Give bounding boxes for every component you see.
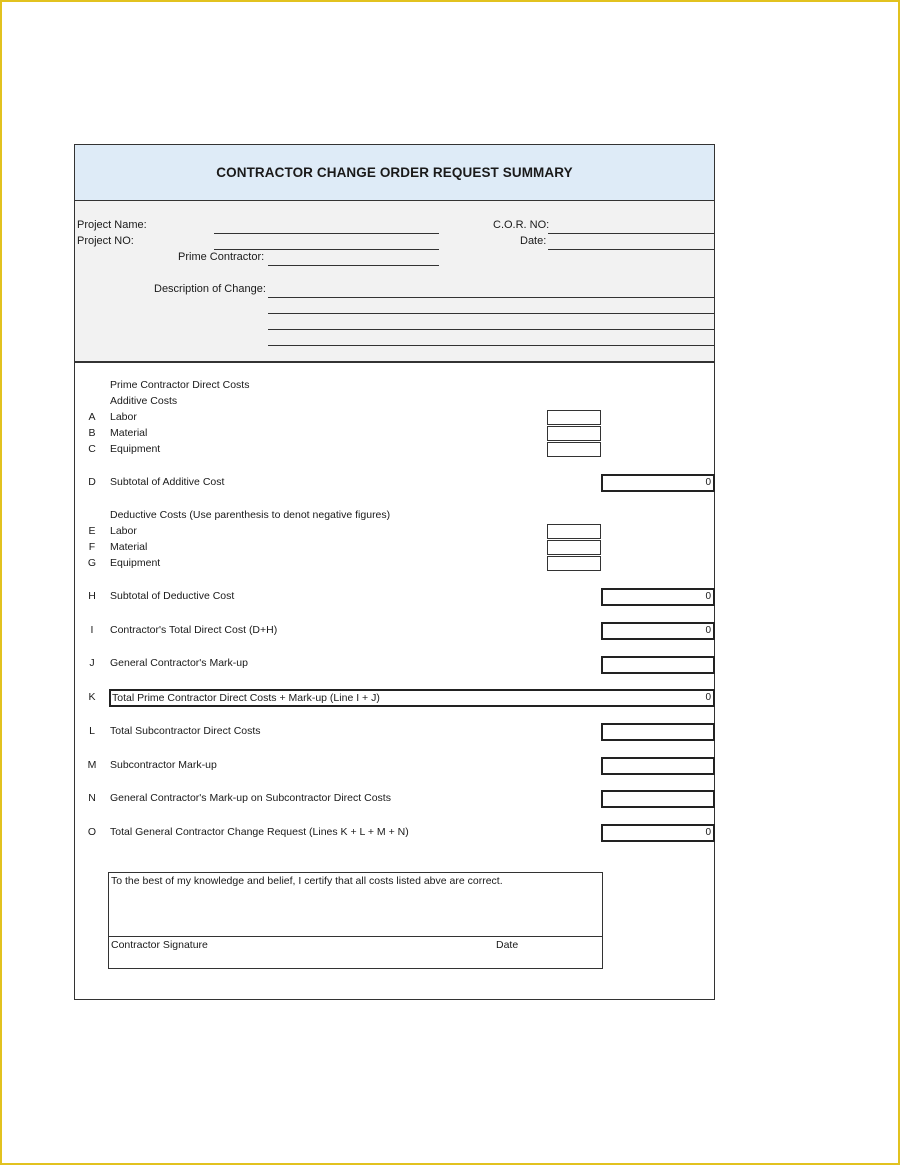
project-name-field[interactable] [214,233,439,234]
subtotal-additive-value[interactable]: 0 [601,474,715,492]
project-name-label: Project Name: [77,219,147,231]
prime-contractor-field[interactable] [268,265,439,266]
line-letter: H [88,590,96,602]
cor-no-label: C.O.R. NO: [493,219,550,231]
additive-heading: Additive Costs [110,395,178,407]
deductive-labor-input[interactable] [547,524,601,539]
certification-box [108,872,603,969]
additive-material-input[interactable] [547,426,601,441]
date-label: Date: [520,235,547,247]
total-direct-cost-value[interactable]: 0 [601,622,715,640]
line-letter: J [89,657,95,669]
line-letter: N [88,792,96,804]
gc-markup-value[interactable] [601,656,715,674]
sub-direct-costs-label: Total Subcontractor Direct Costs [110,725,261,737]
description-label: Description of Change: [154,283,266,295]
total-prime-contractor-value: 0 [705,692,711,703]
direct-costs-heading: Prime Contractor Direct Costs [110,379,250,391]
total-direct-cost-label: Contractor's Total Direct Cost (D+H) [110,624,278,636]
description-field-line-3[interactable] [268,329,714,330]
total-prime-contractor-label: Total Prime Contractor Direct Costs + Mark-up (Line I + J) [112,692,380,704]
sub-direct-costs-value[interactable] [601,723,715,741]
sub-markup-value[interactable] [601,757,715,775]
project-info-section [75,201,714,363]
line-letter: L [89,725,95,737]
deductive-material-input[interactable] [547,540,601,555]
additive-material-label: Material [110,427,148,439]
line-letter: M [87,759,97,771]
certification-statement: To the best of my knowledge and belief, I certify that all costs listed abve are correct. [111,875,503,887]
line-letter: E [88,525,96,537]
subtotal-deductive-value[interactable]: 0 [601,588,715,606]
line-letter: G [87,557,97,569]
sub-markup-label: Subcontractor Mark-up [110,759,217,771]
change-order-form [74,144,715,1000]
subtotal-deductive-label: Subtotal of Deductive Cost [110,590,235,602]
form-title: CONTRACTOR CHANGE ORDER REQUEST SUMMARY [75,145,714,201]
deductive-heading: Deductive Costs (Use parenthesis to denot negative figures) [110,509,391,521]
line-letter: B [88,427,96,439]
line-letter: I [90,624,94,636]
gc-markup-sub-value[interactable] [601,790,715,808]
subtotal-additive-label: Subtotal of Additive Cost [110,476,225,488]
deductive-material-label: Material [110,541,148,553]
signature-divider [109,936,602,937]
total-change-request-label: Total General Contractor Change Request (Lines K + L + M + N) [110,826,409,838]
additive-equipment-input[interactable] [547,442,601,457]
line-letter: D [88,476,96,488]
description-field-line-2[interactable] [268,313,714,314]
date-field[interactable] [548,249,714,250]
gc-markup-label: General Contractor's Mark-up [110,657,248,669]
gc-markup-sub-label: General Contractor's Mark-up on Subcontractor Direct Costs [110,792,391,804]
cor-no-field[interactable] [548,233,714,234]
additive-labor-input[interactable] [547,410,601,425]
contractor-signature-field[interactable]: Contractor Signature [111,939,208,951]
additive-labor-label: Labor [110,411,137,423]
line-letter: O [87,826,97,838]
line-letter: K [88,691,96,703]
line-letter: C [88,443,96,455]
signature-date-field[interactable]: Date [496,939,519,951]
prime-contractor-label: Prime Contractor: [178,251,265,263]
project-no-field[interactable] [214,249,439,250]
additive-equipment-label: Equipment [110,443,161,455]
total-prime-contractor-row[interactable] [109,689,715,707]
deductive-equipment-input[interactable] [547,556,601,571]
description-field-line-4[interactable] [268,345,714,346]
line-letter: A [88,411,96,423]
description-field-line-1[interactable] [268,297,714,298]
total-change-request-value[interactable]: 0 [601,824,715,842]
project-no-label: Project NO: [77,235,134,247]
line-letter: F [88,541,96,553]
deductive-labor-label: Labor [110,525,137,537]
deductive-equipment-label: Equipment [110,557,161,569]
